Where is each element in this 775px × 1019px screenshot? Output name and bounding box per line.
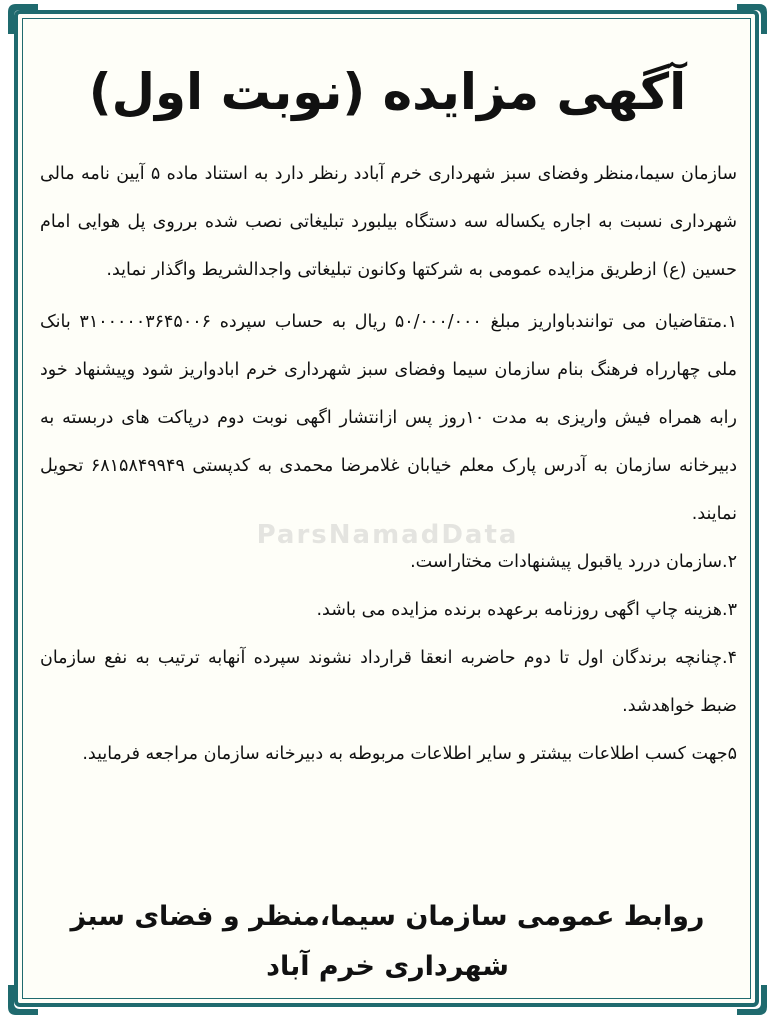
publisher-line-2: شهرداری خرم آباد [266,951,509,982]
intro-paragraph: سازمان سیما،منظر وفضای سبز شهرداری خرم آبادد رنظر دارد به استناد ماده ۵ آیین نامه مالی شهرداری نسبت به اجاره یکساله سه دستگاه بیلبورد تبلیغاتی نصب شده برروی پل هوایی امام حسین (ع) ازطریق مزایده عمومی به شرکتها وکانون تبلیغاتی واجدالشریط واگذار نماید. [40,164,737,280]
item-3: ۳.هزینه چاپ اگهی روزنامه برعهده برنده مزایده می باشد. [316,600,737,620]
watermark: ParsNamadData [256,520,519,550]
publisher-signature [0,892,775,992]
corner-ornament-icon [6,2,40,36]
item-1: ۱.متقاضیان می توانندباواریز مبلغ ۵۰/۰۰۰/۰۰۰ ریال به حساب سپرده ۳۱۰۰۰۰۰۳۶۴۵۰۰۶ بانک ملی چهارراه فرهنگ بنام سازمان سیما وفضای سبز شهرداری خرم ابادواریز شود وپیشنهاد خود رابه همراه فیش واریزی به مدت ۱۰روز پس ازانتشار اگهی نوبت دوم درپاکت های دربسته به دبیرخانه سازمان به آدرس پارک معلم خیابان غلامرضا محمدی به کدپستی ۶۸۱۵۸۴۹۹۴۹ تحویل نمایند. [40,312,737,524]
corner-ornament-icon [735,2,769,36]
item-4: ۴.چنانچه برندگان اول تا دوم حاضربه انعقا قرارداد نشوند سپرده آنهابه ترتیب به نفع سازمان ضبط خواهدشد. [40,648,737,716]
publisher-line-1: روابط عمومی سازمان سیما،منظر و فضای سبز [70,901,705,932]
item-2: ۲.سازمان دررد یاقبول پیشنهادات مختاراست. [410,552,737,572]
notice-title: آگهی مزایده (نوبت اول) [88,63,687,121]
notice-body [40,150,737,778]
item-5: ۵جهت کسب اطلاعات بیشتر و سایر اطلاعات مربوطه به دبیرخانه سازمان مراجعه فرمایید. [82,744,737,764]
